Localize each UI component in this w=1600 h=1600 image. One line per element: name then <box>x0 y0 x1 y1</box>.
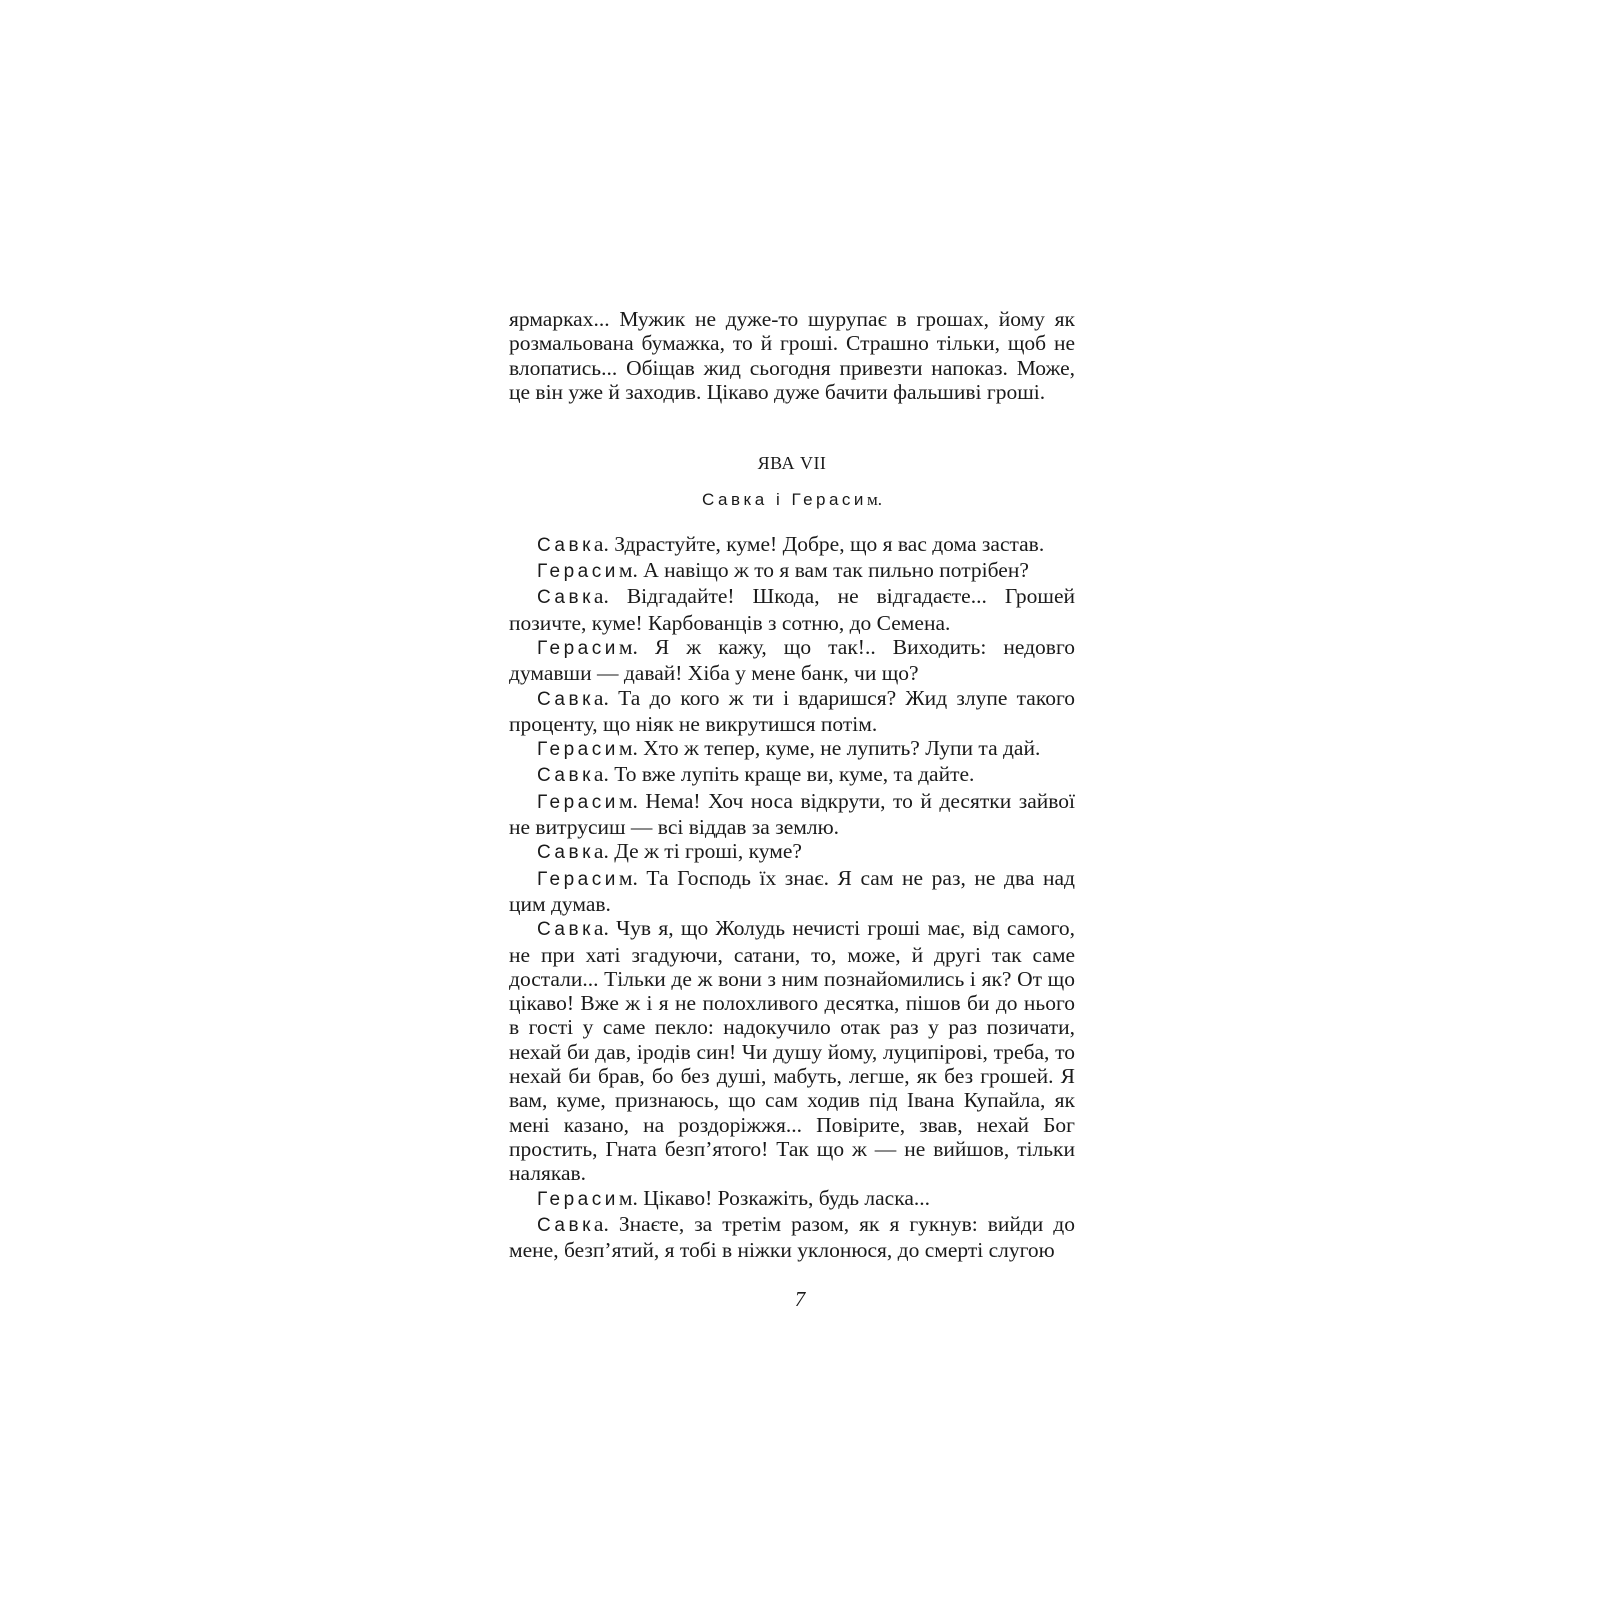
speaker-name: Гераси <box>537 637 619 659</box>
dialogue-line <box>509 1186 1075 1212</box>
speaker-name-end: м. <box>618 736 638 761</box>
dialogue-text: Я ж кажу, що так!.. Виходить: недовго думавши — давай! Хіба у мене банк, чи що? <box>509 634 1075 686</box>
cast-second-name-end: м. <box>866 490 882 510</box>
dialogue-line <box>509 558 1075 584</box>
dialogue-line <box>509 762 1075 788</box>
dialogue-text: Знаєте, за третім разом, як я гукнув: вийди до мене, безп’ятий, я тобі в ніжки уклонюся, до смерті слугою <box>509 1211 1075 1263</box>
dialogue-text: Де ж ті гроші, куме? <box>608 839 802 864</box>
cast-second-name: Гераси <box>791 490 867 510</box>
page-number: 7 <box>794 1287 806 1311</box>
speaker-name: Савк <box>537 688 594 710</box>
speaker-name-end: м. <box>618 788 638 813</box>
speaker-name: Гераси <box>537 561 619 583</box>
dialogue-text: А навіщо ж то я вам так пильно потрібен? <box>637 558 1029 583</box>
speaker-name-end: а. <box>593 685 609 710</box>
speaker-name: Гераси <box>537 739 619 761</box>
dialogue-text: Відгадайте! Шкода, не відгадаєте... Грошей позичте, куме! Карбованців з сотню, до Семена. <box>509 584 1075 635</box>
speaker-name: Савк <box>537 919 594 941</box>
dialogue-line <box>509 839 1075 865</box>
dialogue-text: Нема! Хоч носа відкрути, то й десятки зайвої не витрусиш — всі віддав за землю. <box>509 788 1075 840</box>
dialogue-line <box>509 532 1075 558</box>
speaker-name-end: м. <box>618 558 638 583</box>
speaker-name: Савк <box>537 765 594 787</box>
dialogue-text: Та Господь їх знає. Я сам не раз, не два над цим думав. <box>509 865 1075 916</box>
speaker-name-end: м. <box>618 634 638 659</box>
dialogue-text: Здрастуйте, куме! Добре, що я вас дома застав. <box>608 531 1045 556</box>
cast-first-name: Савка <box>702 490 768 510</box>
scene-heading: ЯВА VII <box>757 453 827 474</box>
speaker-name: Савк <box>537 534 594 556</box>
speaker-name-end: а. <box>593 762 609 787</box>
dialogue-text: Чув я, що Жолудь нечисті гроші має, від самого, не при хаті згадуючи, сатани, то, може, й другі так саме достали... Тільки де ж вони з ним познайомились і як? От що цікаво! Вже ж і я не полохливого десятка, пішов би до нього в гості у саме пекло: надокучило отак раз у раз позичати, нехай би дав, іродів син! Чи душу йому, луципірові, треба, то нехай би брав, бо без душі, мабуть, легше, як без грошей. Я вам, куме, признаюсь, що сам ходив під Івана Купайла, як мені казано, на роздоріжжя... Повірите, звав, нехай Бог простить, Гната безп’ятого! Так що ж — не вийшов, тільки налякав. <box>509 916 1075 1186</box>
speaker-name: Гераси <box>537 791 619 813</box>
dialogue-text: Хто ж тепер, куме, не лупить? Лупи та дай. <box>637 736 1041 761</box>
dialogue-line <box>509 866 1075 917</box>
dialogue-line <box>509 584 1075 635</box>
cast-line <box>509 488 1075 512</box>
speaker-name-end: а. <box>593 531 609 556</box>
speaker-name-end: а. <box>593 584 609 609</box>
speaker-name: Савк <box>537 587 594 609</box>
speaker-name-end: м. <box>618 865 638 890</box>
dialogue-text: Цікаво! Розкажіть, будь ласка... <box>637 1185 930 1210</box>
page-text-block <box>509 307 1075 1262</box>
dialogue <box>509 532 1075 1263</box>
speaker-name: Гераси <box>537 1188 619 1210</box>
dialogue-text: То вже лупіть краще ви, куме, та дайте. <box>608 762 975 787</box>
dialogue-line <box>509 635 1075 686</box>
dialogue-line <box>509 686 1075 737</box>
speaker-name: Гераси <box>537 868 619 890</box>
speaker-name-end: а. <box>593 916 609 941</box>
speaker-name-end: а. <box>593 839 609 864</box>
dialogue-line <box>509 789 1075 840</box>
speaker-name-end: м. <box>618 1185 638 1210</box>
dialogue-text: Та до кого ж ти і вдаришся? Жид злупе такого проценту, що ніяк не викрутишся потім. <box>509 685 1075 736</box>
cast-conjunction: і <box>767 490 792 510</box>
dialogue-line <box>509 916 1075 1185</box>
speaker-name: Савк <box>537 842 594 864</box>
intro-paragraph: ярмарках... Мужик не дуже-то шурупає в грошах, йому як розмальована бумажка, то й гроші. Страшно тільки, щоб не влопатись... Обіщав жид сьогодня привезти напоказ. Може, це він уже й заходив. Цікаво дуже бачити фальшиві гроші. <box>509 307 1075 404</box>
speaker-name: Савк <box>537 1214 594 1236</box>
dialogue-line <box>509 1212 1075 1263</box>
dialogue-line <box>509 736 1075 762</box>
speaker-name-end: а. <box>593 1211 609 1236</box>
